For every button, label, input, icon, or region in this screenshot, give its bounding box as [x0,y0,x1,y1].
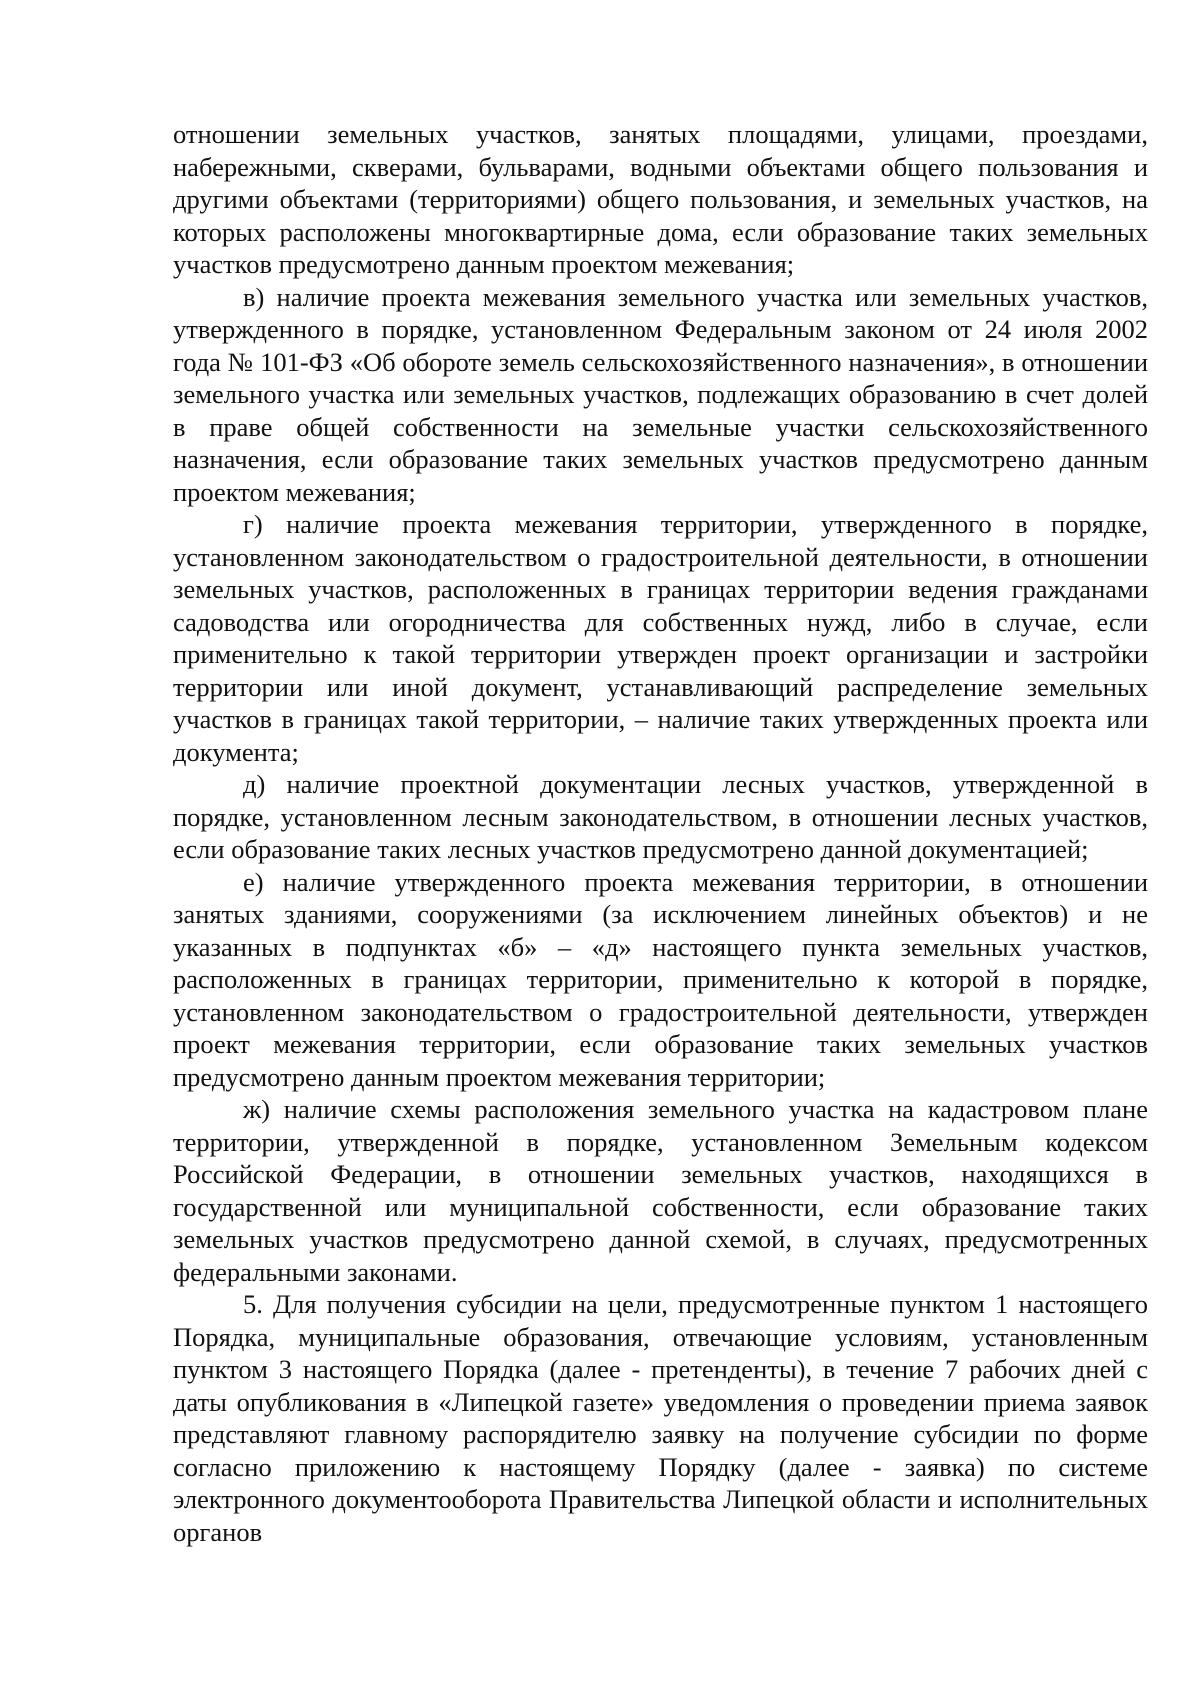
paragraph-item-zh: ж) наличие схемы расположения земельного участка на кадастровом плане территории, утвержденной в порядке, установленном Земельным кодексом Российской Федерации, в отношении земельных участков, находящихся в государственной или муниципальной собственности, если образование таких земельных участков предусмотрено данной схемой, в случаях, предусмотренных федеральными законами. [173,1094,1148,1287]
paragraph-item-g: г) наличие проекта межевания территории, утвержденного в порядке, установленном законодательством о градостроительной деятельности, в отношении земельных участков, расположенных в границах территории ведения гражданами садоводства или огородничества для собственных нужд, либо в случае, если применительно к такой территории утвержден проект организации и застройки территории или иной документ, устанавливающий распределение земельных участков в границах такой территории, – наличие таких утвержденных проекта или документа; [173,509,1148,767]
paragraph-item-v: в) наличие проекта межевания земельного участка или земельных участков, утвержденного в порядке, установленном Федеральным законом от 24 июля 2002 года № 101-ФЗ «Об обороте земель сельскохозяйственного назначения», в отношении земельного участка или земельных участков, подлежащих образованию в счет долей в праве общей собственности на земельные участки сельскохозяйственного назначения, если образование таких земельных участков предусмотрено данным проектом межевания; [173,281,1148,507]
paragraph-continuation-land-plots: отношении земельных участков, занятых площадями, улицами, проездами, набережными, скверами, бульварами, водными объектами общего пользования и другими объектами (территориями) общего пользования, и земельных участков, на которых расположены многоквартирные дома, если образование таких земельных участков предусмотрено данным проектом межевания; [173,119,1148,279]
document-body [173,118,1148,1548]
paragraph-item-5: 5. Для получения субсидии на цели, предусмотренные пунктом 1 настоящего Порядка, муниципальные образования, отвечающие условиям, установленным пунктом 3 настоящего Порядка (далее - претенденты), в течение 7 рабочих дней с даты опубликования в «Липецкой газете» уведомления о проведении приема заявок представляют главному распорядителю заявку на получение субсидии по форме согласно приложению к настоящему Порядку (далее - заявка) по системе электронного документооборота Правительства Липецкой области и исполнительных органов [173,1289,1148,1547]
paragraph-item-d: д) наличие проектной документации лесных участков, утвержденной в порядке, установленном лесным законодательством, в отношении лесных участков, если образование таких лесных участков предусмотрено данной документацией; [173,769,1148,864]
paragraph-item-e: е) наличие утвержденного проекта межевания территории, в отношении занятых зданиями, сооружениями (за исключением линейных объектов) и не указанных в подпунктах «б» – «д» настоящего пункта земельных участков, расположенных в границах территории, применительно к которой в порядке, установленном законодательством о градостроительной деятельности, утвержден проект межевания территории, если образование таких земельных участков предусмотрено данным проектом межевания территории; [173,866,1148,1092]
